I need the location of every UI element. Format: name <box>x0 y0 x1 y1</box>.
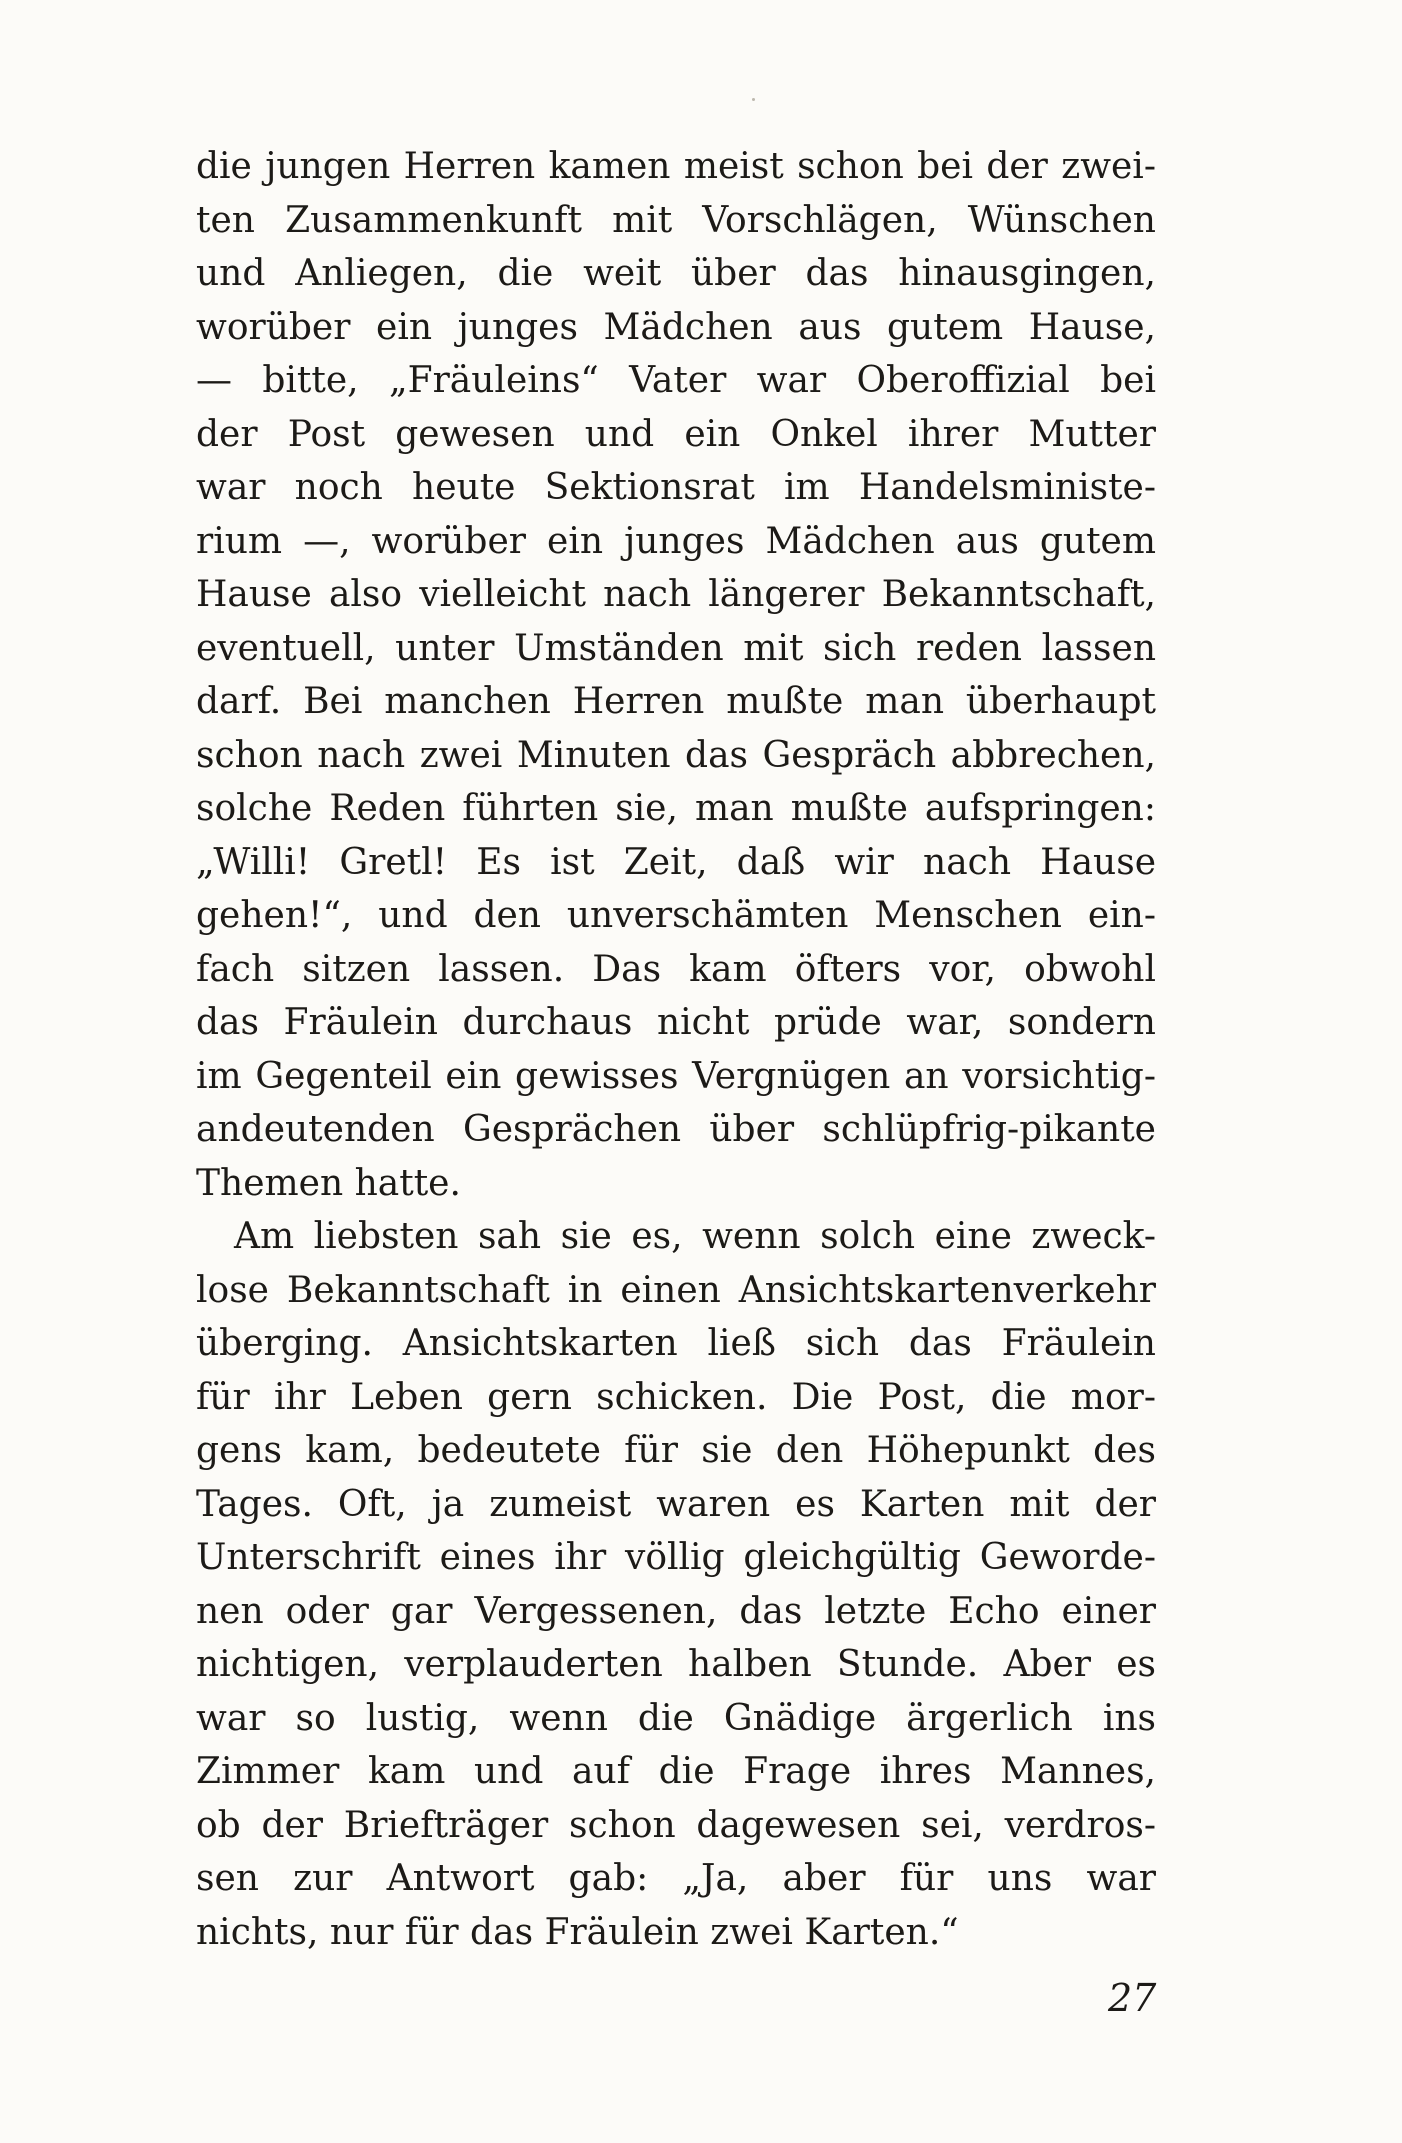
text-line: das Fräulein durchaus nicht prüde war, sondern <box>196 1002 1156 1043</box>
text-line: eventuell, unter Umständen mit sich reden lassen <box>196 627 1156 669</box>
text-line: Hause also vielleicht nach längerer Bekanntschaft, <box>196 574 1156 615</box>
text-line: nen oder gar Vergessenen, das letzte Echo einer <box>196 1590 1156 1632</box>
text-line: gehen!“, und den unverschämten Menschen ein- <box>196 895 1156 936</box>
text-line: darf. Bei manchen Herren mußte man überhaupt <box>196 681 1156 722</box>
text-line: worüber ein junges Mädchen aus gutem Hause, <box>196 306 1156 348</box>
text-line: andeutenden Gesprächen über schlüpfrig-pikante <box>196 1109 1156 1150</box>
text-line: der Post gewesen und ein Onkel ihrer Mutter <box>196 413 1156 455</box>
body-text <box>196 140 1156 1959</box>
text-line: — bitte, „Fräuleins“ Vater war Oberoffizial bei <box>196 360 1156 401</box>
text-line: ten Zusammenkunft mit Vorschlägen, Wünschen <box>196 199 1156 241</box>
text-line: Themen hatte. <box>196 1162 461 1204</box>
text-line: sen zur Antwort gab: „Ja, aber für uns war <box>196 1858 1156 1899</box>
paragraph <box>196 1210 1156 1959</box>
text-line: fach sitzen lassen. Das kam öfters vor, obwohl <box>196 948 1156 990</box>
page-number: 27 <box>1108 1976 1157 2020</box>
text-line: solche Reden führten sie, man mußte aufspringen: <box>196 788 1156 829</box>
text-line: und Anliegen, die weit über das hinausgingen, <box>196 253 1156 294</box>
text-line: schon nach zwei Minuten das Gespräch abbrechen, <box>196 734 1156 776</box>
text-line: Zimmer kam und auf die Frage ihres Mannes, <box>196 1751 1156 1792</box>
text-line: überging. Ansichtskarten ließ sich das Fräulein <box>196 1323 1156 1364</box>
paragraph <box>196 140 1156 1210</box>
text-line: lose Bekanntschaft in einen Ansichtskartenverkehr <box>196 1269 1156 1311</box>
text-line: nichts, nur für das Fräulein zwei Karten.“ <box>196 1911 959 1953</box>
text-line: rium —, worüber ein junges Mädchen aus gutem <box>196 520 1156 562</box>
text-line: Unterschrift eines ihr völlig gleichgültig Geworde- <box>196 1537 1156 1578</box>
paper-speck <box>752 98 755 101</box>
text-line: gens kam, bedeutete für sie den Höhepunkt des <box>196 1430 1156 1471</box>
text-line: „Willi! Gretl! Es ist Zeit, daß wir nach Hause <box>196 841 1156 883</box>
text-line: nichtigen, verplauderten halben Stunde. Aber es <box>196 1644 1156 1685</box>
text-line: die jungen Herren kamen meist schon bei der zwei- <box>196 146 1156 187</box>
text-line: im Gegenteil ein gewisses Vergnügen an vorsichtig- <box>196 1055 1156 1097</box>
text-line: für ihr Leben gern schicken. Die Post, die mor- <box>196 1376 1156 1418</box>
text-line: war noch heute Sektionsrat im Handelsministe- <box>196 467 1156 508</box>
text-line: Tages. Oft, ja zumeist waren es Karten mit der <box>196 1483 1156 1525</box>
text-line: ob der Briefträger schon dagewesen sei, verdros- <box>196 1804 1156 1846</box>
text-line: war so lustig, wenn die Gnädige ärgerlich ins <box>196 1697 1156 1739</box>
text-line: Am liebsten sah sie es, wenn solch eine zweck- <box>234 1216 1156 1257</box>
